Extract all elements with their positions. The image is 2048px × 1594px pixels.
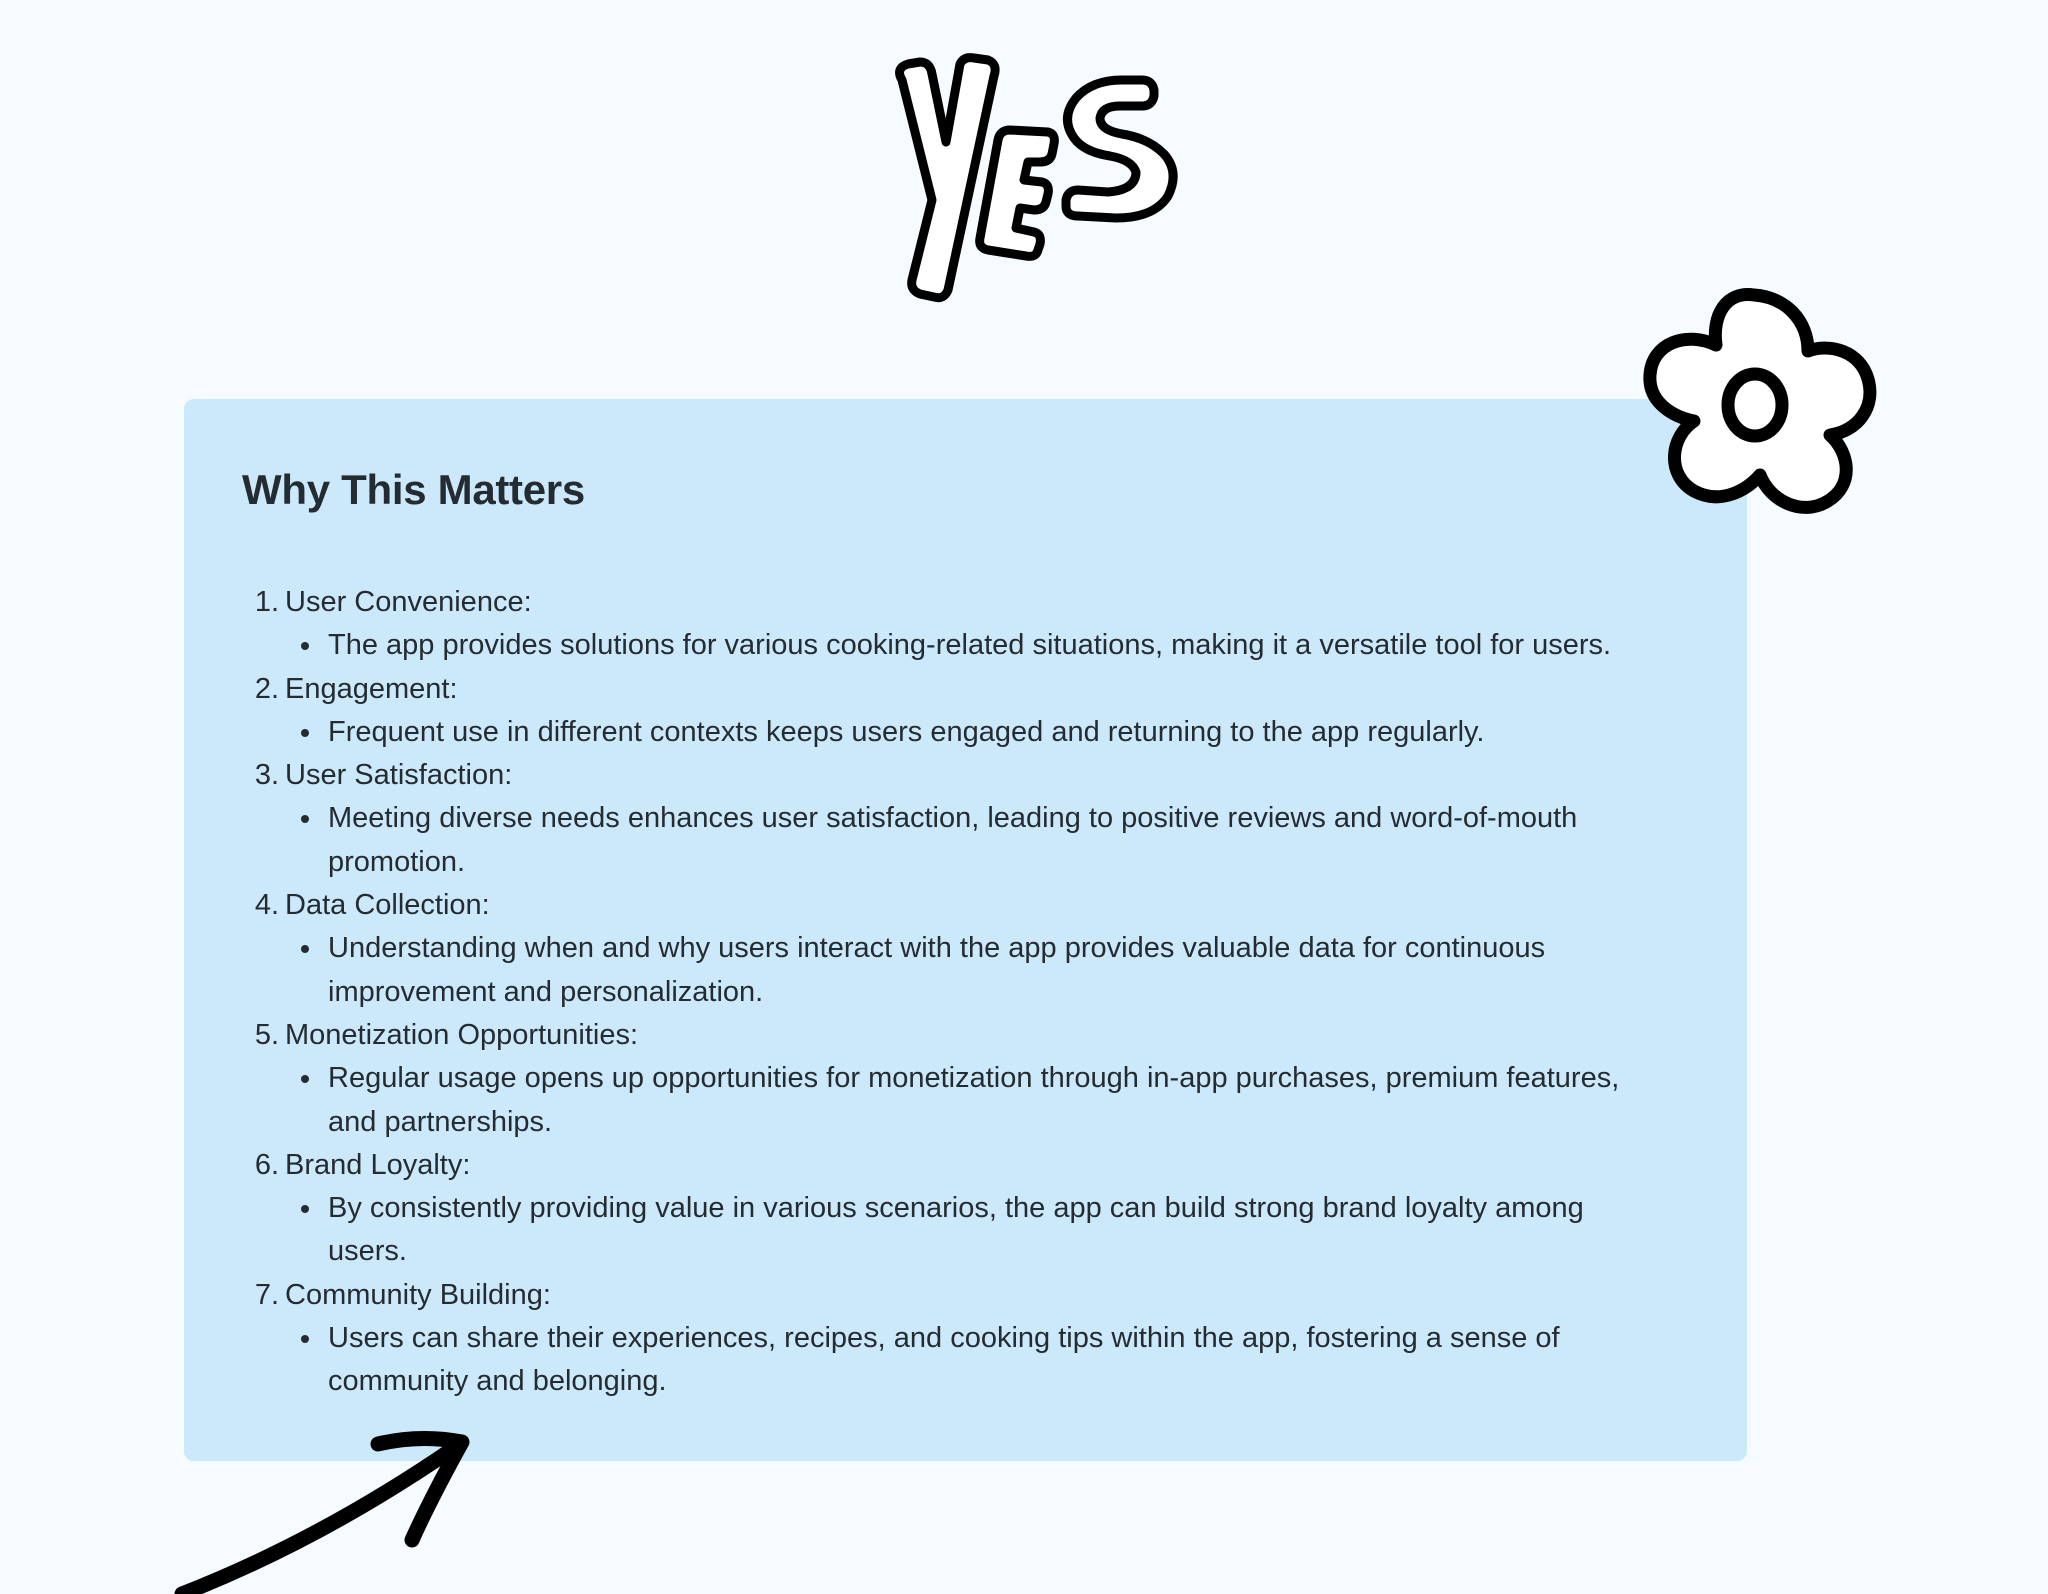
list-item (242, 1014, 1689, 1144)
list-item (242, 1274, 1689, 1404)
list-item (242, 1144, 1689, 1274)
card-title: Why This Matters (242, 466, 585, 513)
list-item (242, 581, 1689, 668)
point-number: 5. (254, 1018, 279, 1051)
point-number: 7. (254, 1278, 279, 1311)
point-label: Brand Loyalty: (285, 1148, 471, 1181)
point-number: 2. (254, 672, 279, 705)
flower-icon (1630, 285, 1880, 525)
yes-lettering-icon (880, 50, 1200, 310)
point-detail: By consistently providing value in various scenarios, the app can build strong brand loyalty among users. (285, 1187, 1689, 1274)
point-label: Monetization Opportunities: (285, 1018, 639, 1051)
point-label: User Satisfaction: (285, 759, 513, 792)
point-detail: Understanding when and why users interact with the app provides valuable data for continuous improvement and personalization. (285, 927, 1689, 1014)
point-label: Community Building: (285, 1278, 551, 1311)
curved-arrow-icon (170, 1420, 490, 1594)
point-label: Engagement: (285, 672, 458, 705)
point-detail: Frequent use in different contexts keeps users engaged and returning to the app regularly. (285, 711, 1689, 754)
list-item (242, 884, 1689, 1014)
point-number: 3. (254, 759, 279, 792)
point-detail: Meeting diverse needs enhances user satisfaction, leading to positive reviews and word-of-mouth promotion. (285, 797, 1689, 884)
list-item (242, 754, 1689, 884)
point-number: 1. (254, 586, 279, 618)
points-list (242, 581, 1689, 1404)
why-this-matters-card (184, 399, 1747, 1461)
point-detail: Regular usage opens up opportunities for monetization through in-app purchases, premium features, and partnerships. (285, 1057, 1689, 1144)
point-number: 4. (254, 889, 279, 922)
list-item (242, 668, 1689, 755)
point-detail: Users can share their experiences, recipes, and cooking tips within the app, fostering a sense of community and belonging. (285, 1317, 1689, 1404)
point-number: 6. (254, 1148, 279, 1181)
point-label: User Convenience: (285, 586, 532, 618)
point-label: Data Collection: (285, 889, 490, 922)
point-detail: The app provides solutions for various cooking-related situations, making it a versatile tool for users. (285, 624, 1689, 667)
